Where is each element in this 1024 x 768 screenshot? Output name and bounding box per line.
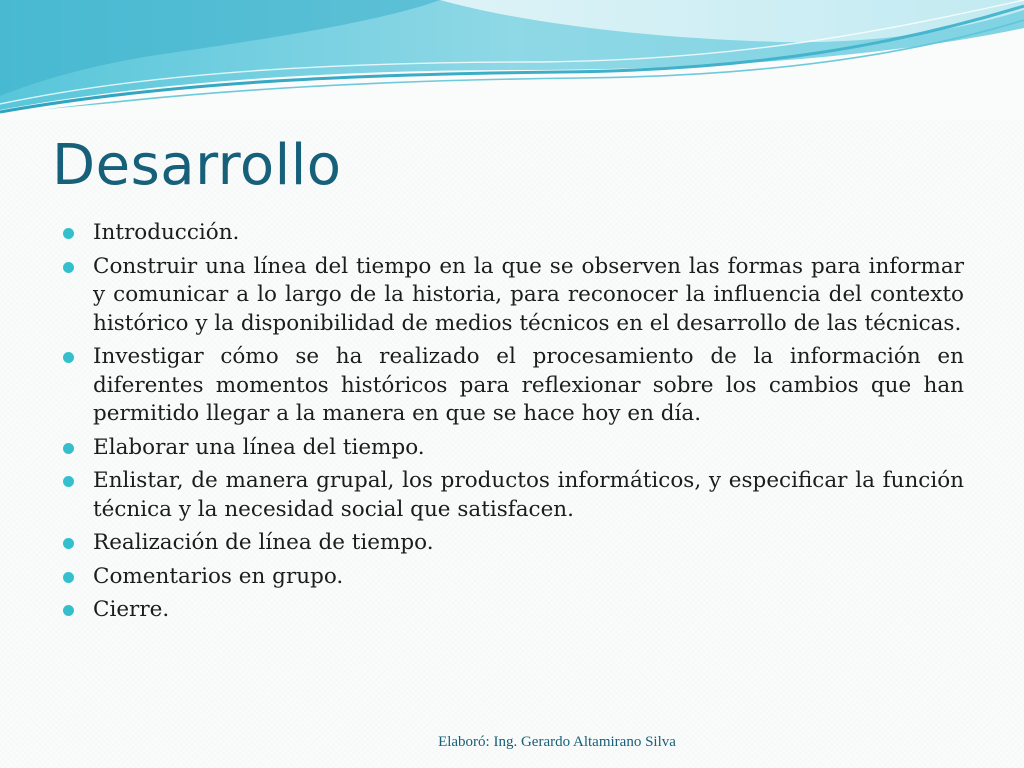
bullet-text: Construir una línea del tiempo en la que se observen las formas para informar y comunicar a lo largo de la historia, para reconocer la influencia del contexto histórico y la disponibilidad de medios técnicos en el desarrollo de las técnicas. [93, 253, 964, 336]
bullet-text: Enlistar, de manera grupal, los productos informáticos, y especificar la función técnica y la necesidad social que satisfacen. [93, 468, 964, 522]
bullet-item [60, 434, 964, 463]
bullet-list [60, 219, 964, 630]
bullet-item [60, 343, 964, 429]
wave-banner-decoration [0, 0, 1024, 120]
bullet-text: Introducción. [93, 220, 240, 245]
bullet-item [60, 253, 964, 339]
bullet-dot-icon [63, 605, 74, 616]
bullet-dot-icon [63, 476, 74, 487]
bullet-item [60, 596, 964, 625]
slide-footer: Elaboró: Ing. Gerardo Altamirano Silva [438, 734, 676, 750]
bullet-text: Cierre. [93, 597, 170, 622]
bullet-dot-icon [63, 262, 74, 273]
bullet-text: Realización de línea de tiempo. [93, 530, 434, 555]
bullet-item [60, 563, 964, 592]
bullet-dot-icon [63, 572, 74, 583]
bullet-item [60, 529, 964, 558]
bullet-dot-icon [63, 352, 74, 363]
bullet-text: Investigar cómo se ha realizado el procesamiento de la información en diferentes momentos históricos para reflexionar sobre los cambios que han permitido llegar a la manera en que se hace hoy en día. [93, 344, 964, 426]
bullet-item [60, 467, 964, 524]
bullet-text: Comentarios en grupo. [93, 563, 344, 589]
bullet-dot-icon [63, 228, 74, 239]
bullet-item [60, 219, 964, 248]
slide-title: Desarrollo [52, 133, 342, 198]
bullet-dot-icon [63, 443, 74, 454]
bullet-dot-icon [63, 538, 74, 549]
bullet-text: Elaborar una línea del tiempo. [93, 434, 425, 460]
